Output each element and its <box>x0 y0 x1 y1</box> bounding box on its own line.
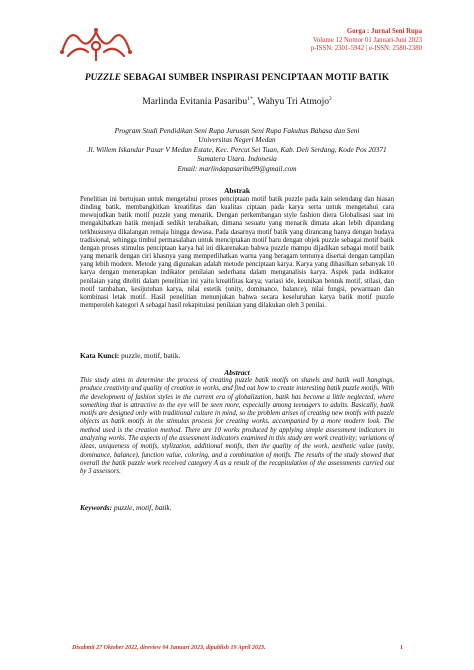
paper-title <box>0 73 474 83</box>
author-2: Wahyu Tri Atmojo <box>257 96 330 108</box>
title-rest: SEBAGAI SUMBER INSPIRASI PENCIPTAAN MOTIF BATIK <box>121 73 390 83</box>
keywords-value: puzzle, motif, batik. <box>112 503 172 512</box>
abstrak-heading: Abstrak <box>224 186 250 195</box>
journal-name: Gorga : Jurnal Seni Rupa <box>346 28 422 35</box>
journal-issn: p-ISSN: 2301-5942 | e-ISSN: 2580-2380 <box>310 45 422 53</box>
keywords <box>80 503 394 512</box>
abstract-heading: Abstract <box>224 368 250 377</box>
page-number: 1 <box>400 645 403 651</box>
title-italic-word: PUZZLE <box>84 73 122 83</box>
affiliation-email: Email: marlindapasaribu99@gmail.com <box>177 163 297 173</box>
affiliation-line-1: Program Studi Pendidikan Seni Rupa Jurusan Seni Rupa Fakultas Bahasa dan Seni <box>114 126 360 135</box>
author-list <box>0 96 474 107</box>
keywords-label: Keywords: <box>80 503 113 512</box>
kata-kunci <box>80 351 394 360</box>
journal-info <box>311 28 422 54</box>
kata-kunci-value: puzzle, motif, batik. <box>119 351 181 360</box>
kata-kunci-label: Kata Kunci: <box>80 351 120 360</box>
abstract-body <box>80 377 394 477</box>
affiliation-line-2: Universitas Negeri Medan <box>198 135 276 145</box>
author-1: Marlinda Evitania Pasaribu <box>142 96 248 108</box>
journal-volume: Volume 12 Nomor 01 Januari-Juni 2023 <box>312 36 422 44</box>
author-separator: , <box>252 96 258 108</box>
author-2-sup: 2 <box>329 96 332 102</box>
abstrak-body <box>80 196 394 310</box>
affiliation <box>80 126 394 173</box>
footer-dates: Disubmit 27 Oktober 2022, direview 04 Januari 2023, dipublish 19 April 2023. <box>72 645 266 651</box>
affiliation-line-3: Jl. Willem Iskandar Pasar V Medan Estate, Kec. Percut Sei Tuan, Kab. Deli Serdang, Kode Pos 20371 <box>87 144 387 154</box>
abstrak-text: Penelitian ini bertujuan untuk mengetahui proses penciptaan motif batik puzzle pada kain selendang dan hiasan dinding batik, membangkitkan kreatifitas dan kualitas ciptaan pada karya serta untuk mengetahui cara mewujudkan batik motif puzzle yang menarik. Dengan perkembangan style fashion diera Globalisasi saat ini mengakibatkan batik menjadi sedikit terabaikan, dimana sesuatu yang menarik dimata akan lebih dipandang terkhususnya dikalangan remaja hingga dewasa. Pada dasarnya motif batik yang dirancang hanya dengan budaya tradisional, sehingga timbul permasalahan untuk menciptakan motif baru dengan objek puzzle sebagai motif batik dengan proses stimulus penciptaan karya hal ini dikarenakan bahwa puzzle mampu dijadikan sebagai motif batik yang menarik dengan ciri khasnya yang memperlihatkan warna yang beragam tentunya disertai dengan tampilan yang lebih modern. Metode yang digunakan adalah metode penciptaan karya. Karya yang dihasilkan sebanyak 10 karya dengan menerapkan indikator penilaian sederhana dalam menganalisis karya. Aspek pada indikator penilaian yang diteliti dalam penelitian ini yaitu kreatifitas karya; variasi ide, keunikan bentuk motif, stilasi, dan motif tambahan, kesijutuhan karya, nilai estetik (unity, dominance, balance), nilai fungsi, pewarnaan dan kombinasi letak motif. Hasil penelitian menunjukan bahwa secara keseluruhan karya batik motif puzzle memperoleh kategori A sebagai hasil rekapitulasi penilaian yang dilakukan oleh 3 penilai. <box>80 196 394 310</box>
abstract-text: This study aims to determine the process of creating puzzle batik motifs on shawls and batik wall hangings, produce creativity and quality of creation in works, and find out how to create interesting batik puzzle motifs. With the development of fashion styles in the current era of globalization, batik has become a little neglected, where something that is attractive to the eye will be seen more, especially among teenagers to adults. Basically, batik motifs are designed only with traditional culture in mind, so the problem arises of creating new motifs with puzzle objects as batik motifs in the stimulus process for creating works. accompanied by a more modern look. The method used is the creation method. There are 10 works produced by applying simple assessment indicators in analyzing works. The aspects of the assessment indicators examined in this study are work creativity; variations of ideas, uniqueness of motifs, stylization, additional motifs, then the quality of the work, aesthetic value (unity, dominance, balance), function value, coloring, and a combination of motifs. The results of the study showed that overall the batik puzzle work received category A as a result of the recapitulation of the assessments carried out by 3 assessors. <box>80 377 394 476</box>
affiliation-line-4: Sumatera Utara. Indonesia <box>197 154 277 164</box>
author-1-sup: 1* <box>247 96 253 102</box>
journal-logo <box>58 22 134 62</box>
